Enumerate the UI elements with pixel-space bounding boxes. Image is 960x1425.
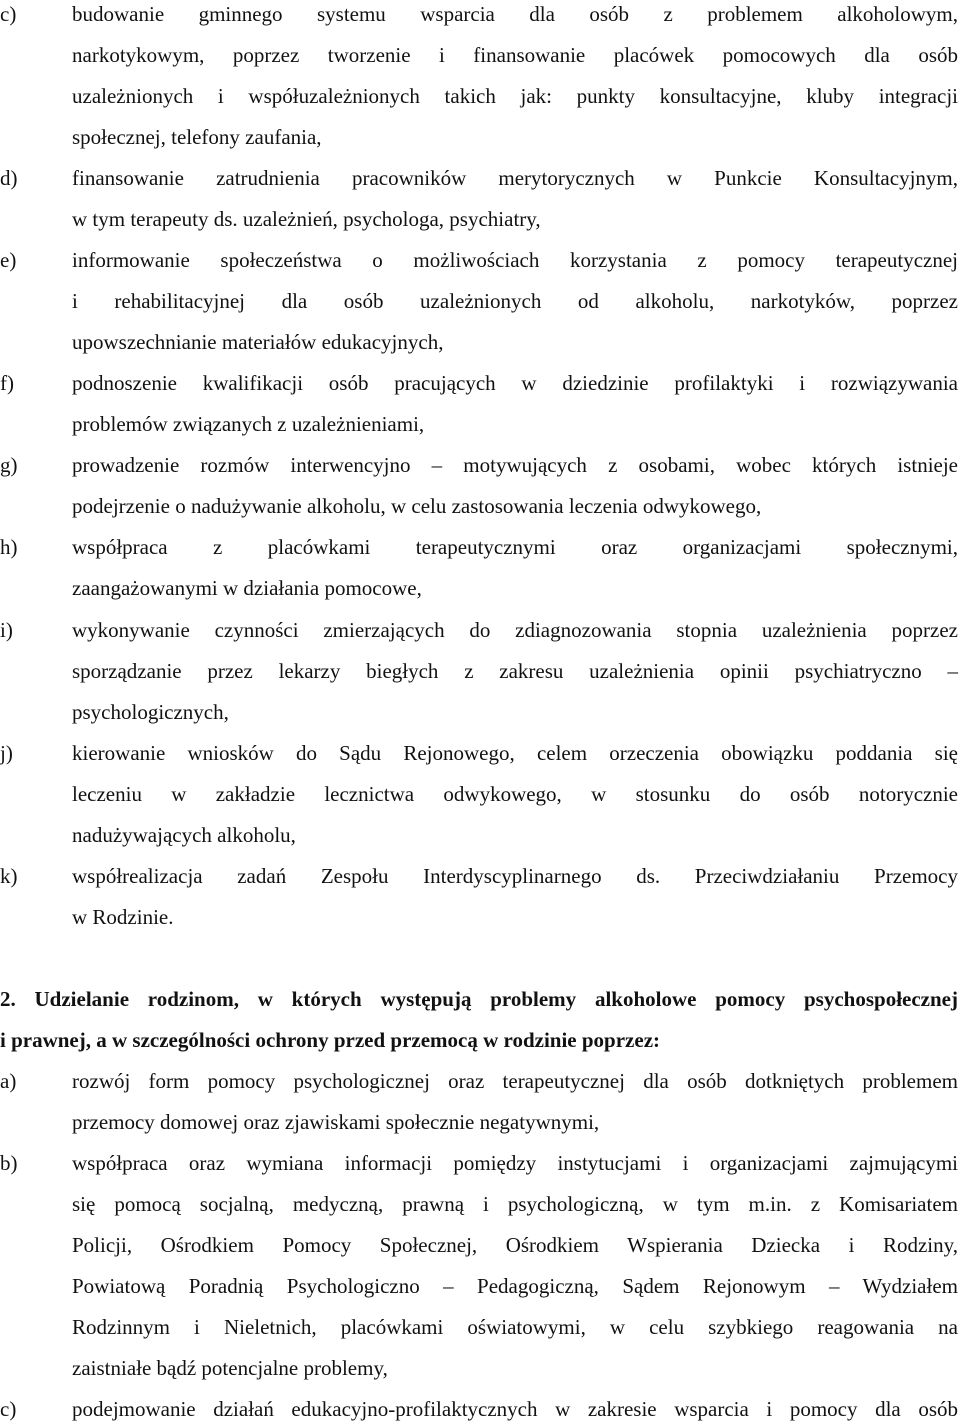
list-item-line: w Rodzinie. (72, 905, 174, 929)
list-item-line: upowszechnianie materiałów edukacyjnych, (72, 330, 444, 354)
list-marker: a) (0, 1069, 17, 1093)
list-item-line: finansowanie zatrudnienia pracowników merytorycznych w Punkcie Konsultacyjnym, (72, 166, 958, 190)
list-item-line: współrealizacja zadań Zespołu Interdyscyplinarnego ds. Przeciwdziałaniu Przemocy (72, 864, 958, 888)
list-item-line: Powiatową Poradnią Psychologiczno – Pedagogiczną, Sądem Rejonowym – Wydziałem (72, 1274, 958, 1298)
list-item-line: problemów związanych z uzależnieniami, (72, 412, 425, 436)
list-item-line: podejrzenie o nadużywanie alkoholu, w celu zastosowania leczenia odwykowego, (72, 494, 762, 518)
list-item-line: współpraca z placówkami terapeutycznymi oraz organizacjami społecznymi, (72, 535, 958, 559)
list-item-line: sporządzanie przez lekarzy biegłych z zakresu uzależnienia opinii psychiatryczno – (72, 659, 958, 683)
list-item-line: podnoszenie kwalifikacji osób pracujących w dziedzinie profilaktyki i rozwiązywania (72, 371, 958, 395)
list-marker: i) (0, 618, 13, 642)
list-marker: f) (0, 371, 14, 395)
list-item-line: w tym terapeuty ds. uzależnień, psychologa, psychiatry, (72, 207, 541, 231)
section-heading-line: 2. Udzielanie rodzinom, w których występują problemy alkoholowe pomocy psychospołecznej (0, 987, 958, 1011)
list-item-line: się pomocą socjalną, medyczną, prawną i psychologiczną, w tym m.in. z Komisariatem (72, 1192, 958, 1216)
list-marker: k) (0, 864, 18, 888)
list-marker: c) (0, 2, 17, 26)
list-item-line: i rehabilitacyjnej dla osób uzależnionych od alkoholu, narkotyków, poprzez (72, 289, 958, 313)
list-marker: j) (0, 741, 13, 765)
list-item-line: wykonywanie czynności zmierzających do zdiagnozowania stopnia uzależnienia poprzez (72, 618, 958, 642)
list-item-line: współpraca oraz wymiana informacji pomiędzy instytucjami i organizacjami zajmującymi (72, 1151, 958, 1175)
list-item-line: Policji, Ośrodkiem Pomocy Społecznej, Ośrodkiem Wspierania Dziecka i Rodziny, (72, 1233, 958, 1257)
list-item-line: narkotykowym, poprzez tworzenie i finansowanie placówek pomocowych dla osób (72, 43, 958, 67)
list-item-line: kierowanie wniosków do Sądu Rejonowego, celem orzeczenia obowiązku poddania się (72, 741, 958, 765)
list-marker: d) (0, 166, 18, 190)
list-item-line: społecznej, telefony zaufania, (72, 125, 322, 149)
list-item-line: rozwój form pomocy psychologicznej oraz terapeutycznej dla osób dotkniętych problemem (72, 1069, 958, 1093)
list-item-line: uzależnionych i współuzależnionych takich jak: punkty konsultacyjne, kluby integracji (72, 84, 958, 108)
list-item-line: psychologicznych, (72, 700, 229, 724)
section-heading-line: i prawnej, a w szczególności ochrony przed przemocą w rodzinie poprzez: (0, 1028, 661, 1052)
list-item-line: leczeniu w zakładzie lecznictwa odwykowego, w stosunku do osób notorycznie (72, 782, 958, 806)
list-item-line: zaistniałe bądź potencjalne problemy, (72, 1356, 388, 1380)
list-item-line: przemocy domowej oraz zjawiskami społecznie negatywnymi, (72, 1110, 600, 1134)
list-item-line: Rodzinnym i Nieletnich, placówkami oświatowymi, w celu szybkiego reagowania na (72, 1315, 958, 1339)
list-item-line: zaangażowanymi w działania pomocowe, (72, 576, 422, 600)
list-item-line: budowanie gminnego systemu wsparcia dla osób z problemem alkoholowym, (72, 2, 958, 26)
list-marker: b) (0, 1151, 18, 1175)
list-item-line: nadużywających alkoholu, (72, 823, 296, 847)
list-marker: c) (0, 1397, 17, 1421)
list-item-line: prowadzenie rozmów interwencyjno – motywujących z osobami, wobec których istnieje (72, 453, 958, 477)
list-item-line: podejmowanie działań edukacyjno-profilaktycznych w zakresie wsparcia i pomocy dla osób (72, 1397, 958, 1421)
list-item-line: informowanie społeczeństwa o możliwościach korzystania z pomocy terapeutycznej (72, 248, 958, 272)
list-marker: h) (0, 535, 18, 559)
list-marker: g) (0, 453, 18, 477)
list-marker: e) (0, 248, 17, 272)
